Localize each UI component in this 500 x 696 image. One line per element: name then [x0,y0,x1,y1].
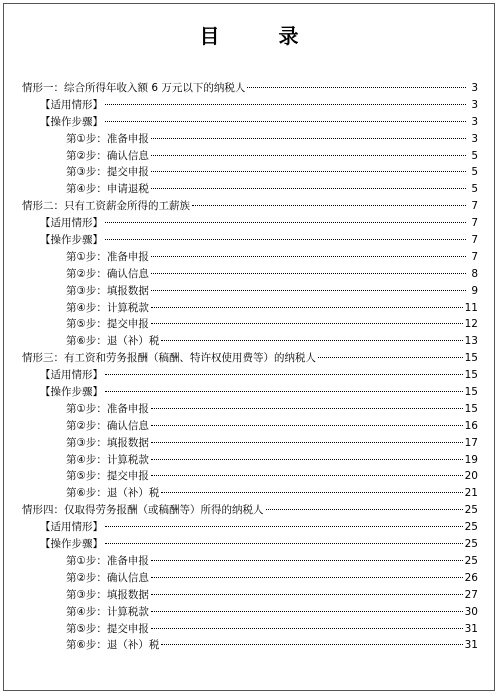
toc-entry-label: 第②步：确认信息 [66,149,149,162]
toc-entry-label: 第③步：填报数据 [66,588,149,601]
toc-entry[interactable] [22,536,478,553]
toc-entry[interactable] [22,198,478,215]
toc-entry-page-number: 5 [471,166,478,179]
toc-entry[interactable] [22,621,478,638]
toc-entry-page-number: 12 [464,318,478,331]
toc-entry-page-number: 7 [471,200,478,213]
toc-entry[interactable] [22,97,478,114]
dot-leader [151,307,463,308]
toc-entry-label: 【适用情形】 [40,521,103,534]
toc-entry-page-number: 3 [471,115,478,128]
toc-entry-page-number: 15 [464,352,478,365]
toc-entry-page-number: 11 [464,301,478,314]
toc-entry[interactable] [22,215,478,232]
toc-entry[interactable] [22,637,478,654]
dot-leader [105,239,466,240]
toc-entry-page-number: 30 [464,605,478,618]
toc-entry[interactable] [22,300,478,317]
toc-entry-label: 第④步：计算税款 [66,453,149,466]
dot-leader [161,644,462,645]
toc-entry[interactable] [22,553,478,570]
toc-entry[interactable] [22,502,478,519]
dot-leader [151,323,463,324]
toc-entry[interactable] [22,181,478,198]
dot-leader [151,442,463,443]
toc-entry-page-number: 17 [464,436,478,449]
toc-entry-page-number: 19 [464,453,478,466]
toc-entry[interactable] [22,333,478,350]
dot-leader [105,104,466,105]
toc-entry[interactable] [22,131,478,148]
toc-entry-page-number: 25 [464,554,478,567]
toc-entry-label: 第③步：提交申报 [66,166,149,179]
toc-entry-page-number: 16 [464,419,478,432]
toc-entry-label: 第②步：确认信息 [66,419,149,432]
toc-entry-page-number: 9 [471,284,478,297]
toc-entry-page-number: 3 [471,82,478,94]
toc-entry-label: 情形三：有工资和劳务报酬（稿酬、特许权使用费等）的纳税人 [22,352,316,365]
toc-entry-label: 第⑤步：提交申报 [66,622,149,635]
toc-entry-page-number: 7 [471,250,478,263]
toc-entry[interactable] [22,587,478,604]
toc-entry-label: 第④步：计算税款 [66,301,149,314]
toc-entry-label: 【适用情形】 [40,98,103,111]
toc-entry-page-number: 31 [464,639,478,652]
toc-entry[interactable] [22,367,478,384]
dot-leader [151,273,466,274]
toc-entry-page-number: 15 [464,369,478,382]
dot-leader [266,509,463,510]
toc-entry-label: 第⑥步：退（补）税 [66,335,160,348]
toc-entry-page-number: 15 [464,386,478,399]
toc-entry-label: 第⑤步：提交申报 [66,470,149,483]
toc-entry-label: 情形一：综合所得年收入额 6 万元以下的纳税人 [22,82,246,94]
toc-entry-label: 【适用情形】 [40,217,103,230]
dot-leader [105,222,466,223]
toc-entry-label: 第④步：申请退税 [66,183,149,196]
toc-entry-label: 【适用情形】 [40,369,103,382]
dot-leader [105,121,466,122]
toc-entry[interactable] [22,114,478,131]
page-title: 目 录 [199,24,325,48]
toc-entry-label: 第⑤步：提交申报 [66,318,149,331]
dot-leader [151,138,466,139]
dot-leader [151,256,466,257]
toc-entry-page-number: 25 [464,538,478,551]
toc-entry[interactable] [22,418,478,435]
toc-entry[interactable] [22,468,478,485]
toc-entry-label: 第①步：准备申报 [66,402,149,415]
toc-entry-label: 第①步：准备申报 [66,132,149,145]
dot-leader [105,374,463,375]
toc-entry-page-number: 5 [471,149,478,162]
toc-entry-label: 第③步：填报数据 [66,436,149,449]
toc-entry-page-number: 8 [471,267,478,280]
dot-leader [151,290,466,291]
toc-entry-page-number: 20 [464,470,478,483]
toc-entry-page-number: 26 [464,571,478,584]
dot-leader [151,459,463,460]
dot-leader [151,577,463,578]
toc-entry-label: 第④步：计算税款 [66,605,149,618]
dot-leader [151,475,463,476]
toc-entry-page-number: 27 [464,588,478,601]
dot-leader [151,408,463,409]
dot-leader [151,628,463,629]
dot-leader [151,560,463,561]
toc-entry-label: 【操作步骤】 [40,115,103,128]
toc-entry-page-number: 5 [471,183,478,196]
document-page [3,3,495,691]
toc-entry-label: 第②步：确认信息 [66,267,149,280]
dot-leader [151,611,463,612]
toc-entry-label: 【操作步骤】 [40,234,103,247]
toc-entry-label: 【操作步骤】 [40,386,103,399]
dot-leader [105,543,463,544]
dot-leader [105,526,463,527]
dot-leader [318,357,463,358]
toc-entry-label: 第⑥步：退（补）税 [66,639,160,652]
toc-entry-page-number: 25 [464,504,478,517]
toc-entry-page-number: 7 [471,217,478,230]
toc-entry-page-number: 7 [471,234,478,247]
dot-leader [151,188,466,189]
dot-leader [161,340,462,341]
toc-entry[interactable] [22,384,478,401]
toc-entry[interactable] [22,316,478,333]
toc-entry-label: 【操作步骤】 [40,538,103,551]
toc-entry-label: 第①步：准备申报 [66,250,149,263]
toc-entry[interactable] [22,148,478,165]
toc-entry-label: 第③步：填报数据 [66,284,149,297]
toc-entry-label: 情形四：仅取得劳务报酬（或稿酬等）所得的纳税人 [22,504,264,517]
dot-leader [151,155,466,156]
toc-entry[interactable] [22,266,478,283]
dot-leader [151,594,463,595]
toc-entry[interactable] [22,435,478,452]
toc-entry-page-number: 3 [471,98,478,111]
toc-entry[interactable] [22,232,478,249]
table-of-contents [22,80,478,654]
toc-entry[interactable] [22,452,478,469]
toc-entry-label: 第②步：确认信息 [66,571,149,584]
toc-entry-label: 第①步：准备申报 [66,554,149,567]
toc-entry-page-number: 25 [464,521,478,534]
toc-entry-page-number: 13 [464,335,478,348]
dot-leader [105,391,463,392]
dot-leader [151,171,466,172]
toc-entry[interactable] [22,283,478,300]
toc-entry[interactable] [22,604,478,621]
toc-entry[interactable] [22,80,478,97]
toc-entry-label: 第⑥步：退（补）税 [66,487,160,500]
toc-entry[interactable] [22,401,478,418]
toc-entry[interactable] [22,350,478,367]
toc-entry-page-number: 3 [471,132,478,145]
toc-entry-page-number: 15 [464,402,478,415]
dot-leader [192,205,466,206]
dot-leader [151,425,463,426]
toc-entry[interactable] [22,164,478,181]
dot-leader [247,87,466,88]
toc-entry[interactable] [22,519,478,536]
toc-entry[interactable] [22,249,478,266]
toc-entry[interactable] [22,485,478,502]
toc-entry-label: 情形二：只有工资薪金所得的工薪族 [22,200,190,213]
dot-leader [161,492,462,493]
toc-entry-page-number: 21 [464,487,478,500]
toc-entry[interactable] [22,570,478,587]
toc-entry-page-number: 31 [464,622,478,635]
